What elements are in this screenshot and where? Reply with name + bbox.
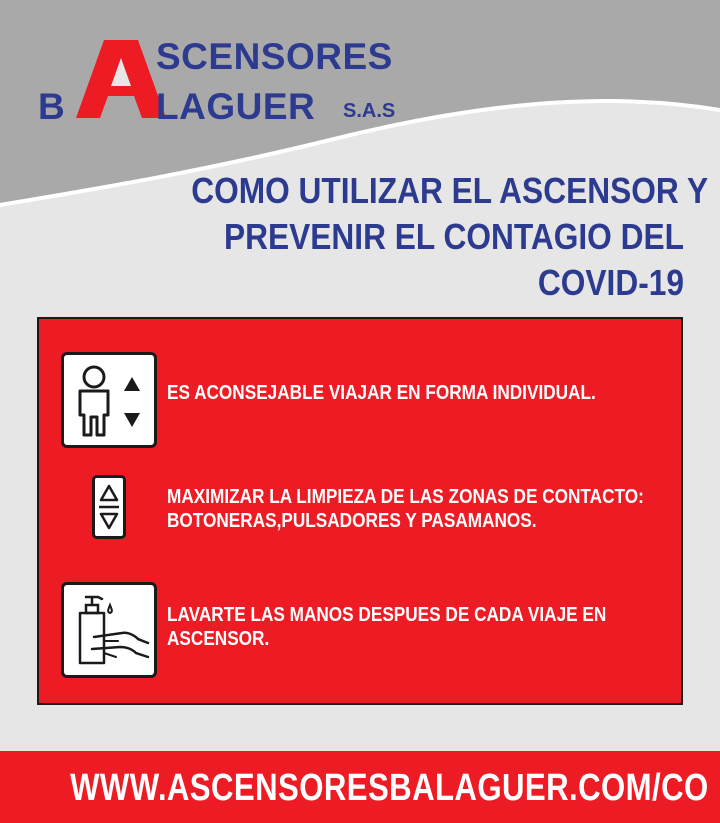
hand-sanitizer-icon [61, 582, 157, 678]
footer-banner [0, 751, 720, 823]
logo-a-mark-icon [76, 38, 166, 120]
tip-line: ES ACONSEJABLE VIAJAR EN FORMA INDIVIDUAL. [167, 382, 596, 404]
logo-line2: LAGUER [156, 86, 316, 127]
tip-line: LAVARTE LAS MANOS DESPUES DE CADA VIAJE EN [167, 604, 607, 626]
headline [191, 168, 709, 306]
logo-letter-b: B [38, 86, 65, 127]
company-logo [38, 36, 418, 127]
tip-clean-contact-zones [167, 485, 644, 533]
tips-panel [37, 317, 683, 705]
logo-line1: SCENSORES [156, 36, 393, 77]
website-url: WWW.ASCENSORESBALAGUER.COM/CO [70, 767, 709, 809]
tip-line: MAXIMIZAR LA LIMPIEZA DE LAS ZONAS DE CONTACTO: [167, 486, 644, 508]
person-elevator-icon [61, 352, 157, 448]
tip-line: ASCENSOR. [167, 628, 270, 650]
tip-wash-hands [167, 603, 606, 651]
tip-line: BOTONERAS,PULSADORES Y PASAMANOS. [167, 510, 537, 532]
logo-suffix: S.A.S [343, 100, 396, 122]
headline-line: COMO UTILIZAR EL ASCENSOR Y [191, 170, 709, 211]
elevator-buttons-icon [92, 475, 126, 539]
headline-line: PREVENIR EL CONTAGIO DEL [223, 216, 684, 257]
headline-line: COVID-19 [537, 262, 684, 303]
tip-travel-alone [167, 381, 596, 405]
